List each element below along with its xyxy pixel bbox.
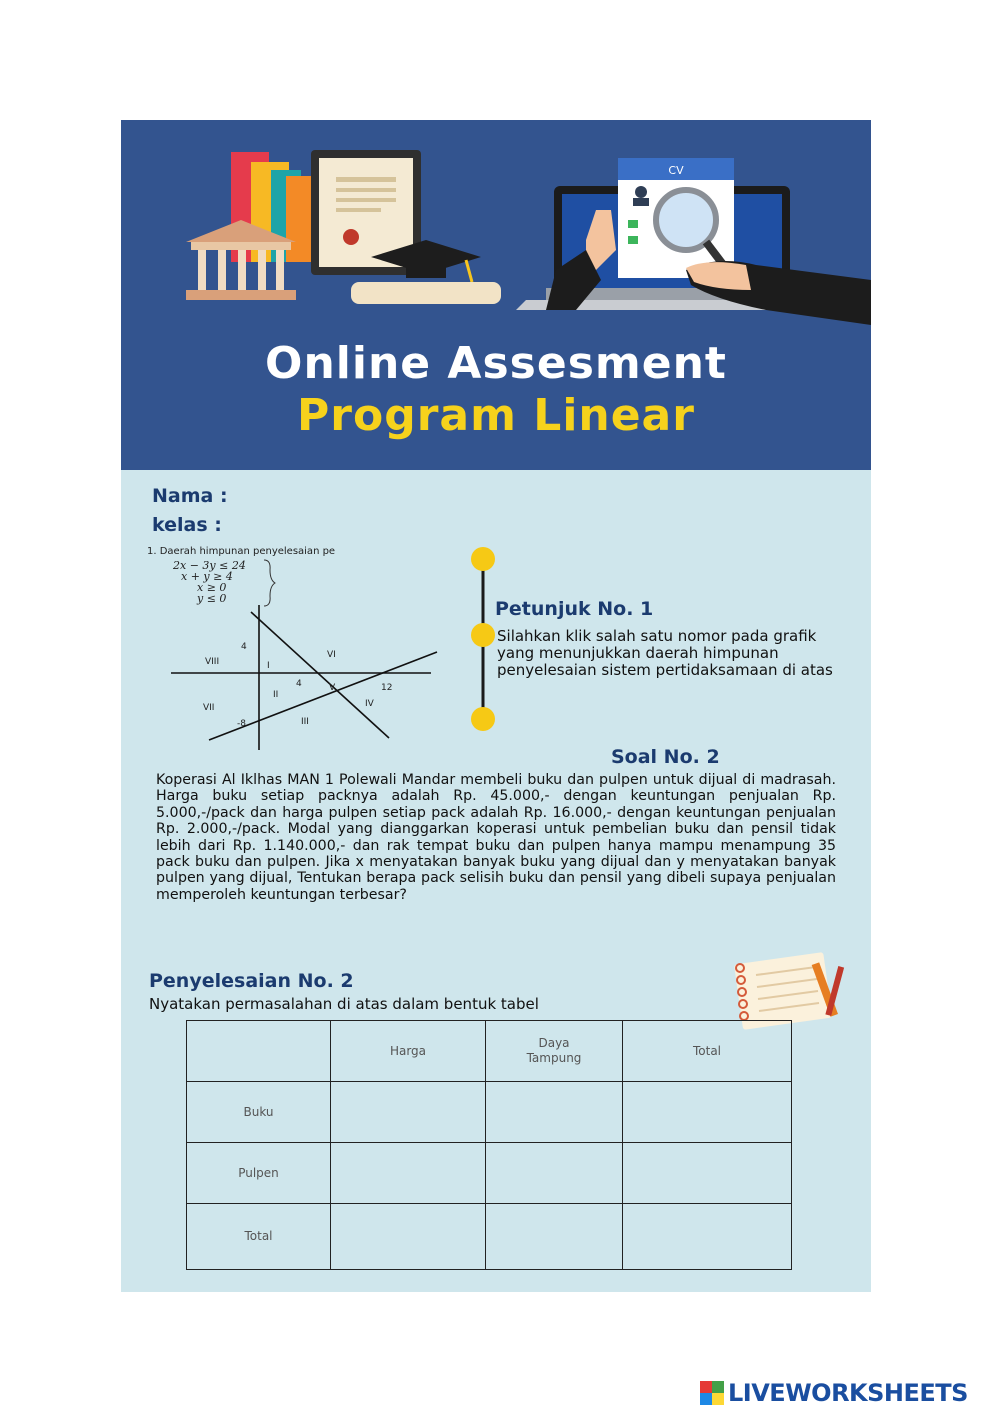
table-row-label: Buku	[187, 1082, 331, 1143]
table-cell[interactable]	[331, 1082, 486, 1143]
liveworksheets-brand	[700, 1378, 968, 1408]
page-subtitle: Program Linear	[297, 390, 695, 441]
question-1-text: 1. Daerah himpunan penyelesaian pe	[147, 546, 336, 557]
region-iii[interactable]: III	[301, 717, 309, 727]
petunjuk-title: Petunjuk No. 1	[495, 598, 654, 620]
education-illustration	[176, 132, 516, 322]
graph-number-y4: 4	[241, 642, 247, 652]
inequality-1: 2x − 3y ≤ 24	[173, 559, 246, 572]
table-header-cell: Daya Tampung	[486, 1021, 623, 1082]
table-cell[interactable]	[623, 1082, 792, 1143]
inequality-graph	[161, 600, 451, 750]
cv-laptop-illustration	[516, 150, 871, 350]
table-cell[interactable]	[486, 1082, 623, 1143]
table-row-label: Pulpen	[187, 1143, 331, 1204]
seal-icon	[343, 229, 359, 245]
graph-number-x12: 12	[381, 683, 393, 693]
table-cell[interactable]	[331, 1143, 486, 1204]
table-row-label: Total	[187, 1204, 331, 1270]
table-header-cell: Total	[623, 1021, 792, 1082]
table-row	[187, 1082, 792, 1143]
page-title: Online Assesment	[265, 338, 727, 389]
table-row	[187, 1204, 792, 1270]
region-v[interactable]: V	[329, 683, 336, 693]
person-icon	[635, 186, 647, 198]
magnifier-icon	[656, 190, 716, 250]
table-row	[187, 1143, 792, 1204]
liveworksheets-logo-icon	[700, 1381, 724, 1405]
table-header-row	[187, 1021, 792, 1082]
penyelesaian-title: Penyelesaian No. 2	[149, 970, 354, 992]
kelas-label: kelas :	[152, 514, 222, 536]
timeline-dot	[471, 547, 495, 571]
soal-2-title: Soal No. 2	[611, 746, 720, 768]
petunjuk-text: Silahkan klik salah satu nomor pada grafik yang menunjukkan daerah himpunan penyelesaian sistem pertidaksamaan di atas	[497, 627, 833, 679]
table-cell[interactable]	[623, 1143, 792, 1204]
table-header-cell	[187, 1021, 331, 1082]
brand-text: LIVEWORKSHEETS	[728, 1379, 968, 1407]
instruction-timeline	[461, 545, 501, 735]
notebook-pencil-icon	[726, 950, 851, 1030]
check-icon	[628, 236, 638, 244]
region-vii[interactable]: VII	[203, 703, 215, 713]
data-table	[186, 1020, 792, 1270]
table-cell[interactable]	[486, 1143, 623, 1204]
timeline-dot	[471, 707, 495, 731]
timeline-dot	[471, 623, 495, 647]
diploma-scroll	[351, 282, 501, 304]
cv-label: CV	[668, 164, 684, 177]
graph-number-y-8: -8	[237, 719, 246, 729]
soal-2-text: Koperasi Al Iklhas MAN 1 Polewali Mandar membeli buku dan pulpen untuk dijual di madrasah. Harga buku setiap packnya adalah Rp. 45.000,- dengan keuntungan penjualan Rp. 5.000,-/pack dan harga pulpen setiap pack adalah Rp. 16.000,- dengan keuntungan penjualan Rp. 2.000,-/pack. Modal yang dianggarkan koperasi untuk pembelian buku dan pensil tidak lebih dari Rp. 1.140.000,- dan rak tempat buku dan pulpen hanya mampu menampung 35 pack buku dan pulpen. Jika x menyatakan banyak buku yang dijual dan y menyatakan banyak pulpen yang dijual, Tentukan berapa pack selisih buku dan pensil yang dibeli supaya penjualan memperoleh keuntungan terbesar?	[156, 772, 836, 903]
table-cell[interactable]	[331, 1204, 486, 1270]
header-banner	[121, 120, 871, 470]
nama-label: Nama :	[152, 485, 228, 507]
inequality-4: y ≤ 0	[197, 592, 227, 605]
region-iv[interactable]: IV	[365, 699, 374, 709]
penyelesaian-instruction: Nyatakan permasalahan di atas dalam bentuk tabel	[149, 995, 539, 1013]
inequality-3: x ≥ 0	[197, 581, 227, 594]
region-vi[interactable]: VI	[327, 650, 336, 660]
graph-number-x4: 4	[296, 679, 302, 689]
region-viii[interactable]: VIII	[205, 657, 220, 667]
table-cell[interactable]	[486, 1204, 623, 1270]
table-cell[interactable]	[623, 1204, 792, 1270]
line-x-plus-y	[251, 612, 389, 738]
table-header-cell: Harga	[331, 1021, 486, 1082]
region-ii[interactable]: II	[273, 690, 279, 700]
inequality-system	[169, 560, 246, 604]
check-icon	[628, 220, 638, 228]
region-i[interactable]: I	[267, 661, 270, 671]
inequality-2: x + y ≥ 4	[181, 570, 233, 583]
worksheet-page	[121, 120, 871, 1292]
